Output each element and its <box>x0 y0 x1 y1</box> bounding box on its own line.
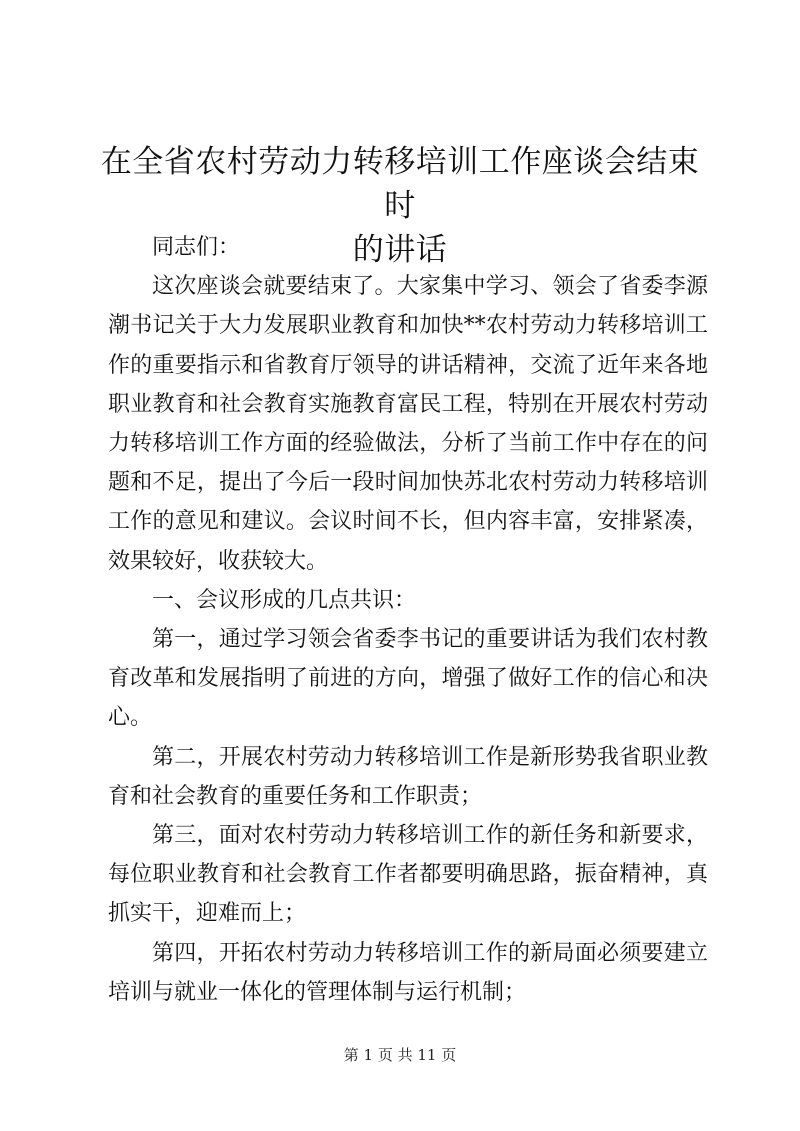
salutation: 同志们： <box>152 235 241 260</box>
page-number: 第 1 页 共 11 页 <box>343 1046 457 1064</box>
section-heading: 一、会议形成的几点共识： <box>152 587 417 613</box>
paragraph-point-3: 第三，面对农村劳动力转移培训工作的新任务和新要求，每位职业教育和社会教育工作者都要明确思路，振奋精神，真抓实干，迎难而上； <box>108 823 708 927</box>
document-body <box>108 228 708 1012</box>
paragraph-point-4: 第四，开拓农村劳动力转移培训工作的新局面必须要建立培训与就业一体化的管理体制与运行机制； <box>108 940 708 1005</box>
page-footer <box>0 1045 800 1065</box>
paragraph-point-2: 第二，开展农村劳动力转移培训工作是新形势我省职业教育和社会教育的重要任务和工作职责； <box>108 744 708 809</box>
title-line-2: 的讲话 <box>352 232 448 268</box>
title-line-1: 在全省农村劳动力转移培训工作座谈会结束时 <box>100 144 700 224</box>
paragraph-point-1: 第一，通过学习领会省委李书记的重要讲话为我们农村教育改革和发展指明了前进的方向，增强了做好工作的信心和决心。 <box>108 627 708 731</box>
paragraph-intro: 这次座谈会就要结束了。大家集中学习、领会了省委李源潮书记关于大力发展职业教育和加快**农村劳动力转移培训工作的重要指示和省教育厅领导的讲话精神，交流了近年来各地职业教育和社会教育实施教育富民工程，特别在开展农村劳动力转移培训工作方面的经验做法，分析了当前工作中存在的问题和不足，提出了今后一段时间加快苏北农村劳动力转移培训工作的意见和建议。会议时间不长，但内容丰富，安排紧凑，效果较好，收获较大。 <box>108 274 708 574</box>
